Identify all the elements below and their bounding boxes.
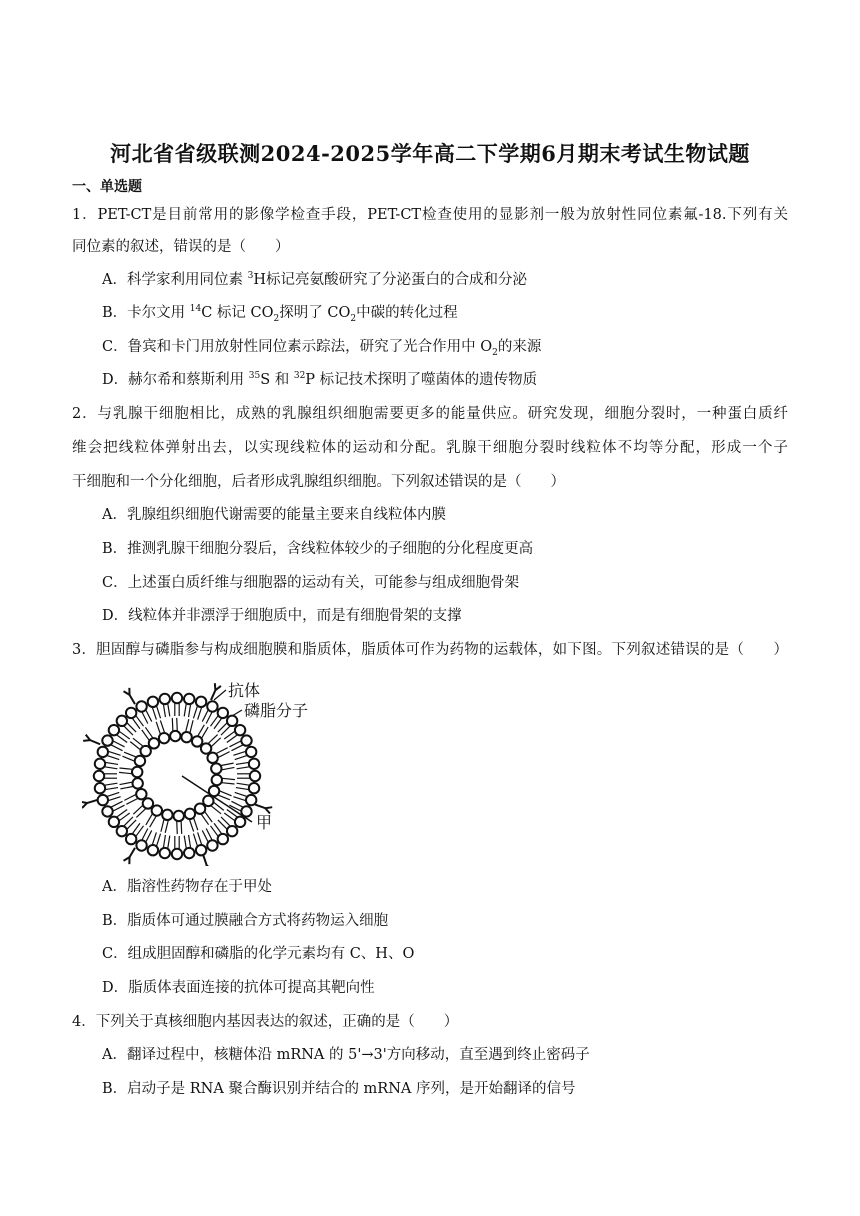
inner-lipid-head xyxy=(203,796,213,806)
page-title: 河北省省级联测2024-2025学年高二下学期6月期末考试生物试题 xyxy=(110,141,750,166)
outer-lipid-head xyxy=(94,771,104,781)
q1-option-c-sub: 2 xyxy=(492,347,498,358)
inner-lipid-tail xyxy=(177,821,178,834)
outer-lipid-head xyxy=(136,701,146,711)
outer-lipid-tail xyxy=(163,835,165,848)
inner-lipid-tail xyxy=(120,787,133,789)
outer-lipid-tail xyxy=(108,751,120,755)
q1-option-b-text4: 中碳的转化过程 xyxy=(356,305,458,321)
inner-lipid-tail xyxy=(165,820,168,832)
outer-lipid-head xyxy=(172,693,182,703)
q1-option-b-sub2: 2 xyxy=(350,313,357,324)
outer-lipid-tail xyxy=(236,762,249,764)
section-heading: 一、单选题 xyxy=(72,179,142,195)
antibody-arm xyxy=(83,740,90,741)
inner-lipid-head xyxy=(207,753,217,763)
inner-lipid-head xyxy=(149,738,159,748)
outer-lipid-tail xyxy=(193,834,197,846)
outer-lipid-tail xyxy=(146,830,152,841)
inner-lipid-tail xyxy=(161,819,164,831)
outer-lipid-head xyxy=(196,697,206,707)
outer-lipid-tail xyxy=(142,828,148,839)
inner-lipid-tail xyxy=(190,720,193,732)
outer-lipid-head xyxy=(227,716,237,726)
liposome-figure xyxy=(82,676,342,866)
outer-lipid-head xyxy=(246,747,256,757)
outer-lipid-tail xyxy=(105,762,118,764)
outer-lipid-head xyxy=(148,697,158,707)
inner-lipid-tail xyxy=(177,718,178,731)
outer-lipid-tail xyxy=(142,712,148,723)
q1-option-b-text2: C 标记 CO xyxy=(201,305,274,321)
outer-lipid-head xyxy=(218,834,228,844)
q1-option-c xyxy=(102,337,541,357)
q4-stem-line1: 4．下列关于真核细胞内基因表达的叙述，正确的是（ ） xyxy=(72,1014,459,1030)
inner-lipid-tail xyxy=(221,763,234,765)
inner-lipid-head xyxy=(132,767,142,777)
outer-lipid-head xyxy=(117,826,127,836)
q1-option-a-text1: A．科学家利用同位素 xyxy=(102,272,248,288)
outer-lipid-head xyxy=(241,806,251,816)
outer-lipid-tail xyxy=(233,751,245,755)
inner-lipid-head xyxy=(140,746,150,756)
outer-lipid-head xyxy=(95,759,105,769)
outer-lipid-head xyxy=(95,783,105,793)
outer-lipid-tail xyxy=(163,704,165,717)
outer-lipid-tail xyxy=(107,756,119,760)
outer-lipid-head xyxy=(207,701,217,711)
antibody-stem xyxy=(203,855,206,865)
outer-lipid-tail xyxy=(105,783,118,785)
outer-lipid-head xyxy=(160,694,170,704)
inner-lipid-head xyxy=(201,743,211,753)
outer-lipid-tail xyxy=(235,792,247,796)
inner-lipid-head xyxy=(143,798,153,808)
outer-lipid-head xyxy=(148,845,158,855)
inner-lipid-head xyxy=(162,810,172,820)
outer-lipid-tail xyxy=(206,828,212,839)
inner-lipid-head xyxy=(185,809,195,819)
q3-option-d: D．脂质体表面连接的抗体可提高其靶向性 xyxy=(102,980,375,996)
inner-lipid-tail xyxy=(189,819,193,831)
outer-lipid-head xyxy=(109,725,119,735)
antibody-stem xyxy=(211,690,215,700)
q1-option-b-text3: 探明了 CO xyxy=(279,305,351,321)
outer-lipid-tail xyxy=(237,783,250,785)
inner-lipid-head xyxy=(212,775,222,785)
outer-lipid-tail xyxy=(231,801,242,807)
outer-lipid-head xyxy=(102,735,112,745)
q2-option-b: B．推测乳腺干细胞分裂后，含线粒体较少的子细胞的分化程度更高 xyxy=(102,541,534,557)
q2-option-c: C．上述蛋白质纤维与细胞器的运动有关，可能参与组成细胞骨架 xyxy=(102,575,520,591)
inner-lipid-tail xyxy=(222,783,235,784)
antibody-stem xyxy=(130,848,135,857)
antibody-arm xyxy=(82,803,87,808)
label-jia: 甲 xyxy=(256,813,273,832)
outer-lipid-head xyxy=(235,725,245,735)
inner-lipid-tail xyxy=(119,772,132,773)
outer-lipid-head xyxy=(235,817,245,827)
inner-lipid-head xyxy=(136,789,146,799)
antibody-stem xyxy=(87,800,97,803)
outer-lipid-tail xyxy=(193,706,197,718)
antibody-arm xyxy=(265,807,272,808)
inner-lipid-tail xyxy=(122,756,134,761)
q1-option-d xyxy=(102,370,537,390)
q2-option-d: D．线粒体并非漂浮于细胞质中，而是有细胞骨架的支撑 xyxy=(102,608,462,624)
inner-lipid-head xyxy=(181,732,191,742)
outer-lipid-tail xyxy=(231,745,242,751)
inner-lipid-head xyxy=(192,736,202,746)
phospholipid-leader-line xyxy=(232,710,242,716)
label-phospholipid: 磷脂分子 xyxy=(244,701,309,720)
inner-lipid-head xyxy=(132,778,142,788)
q3-option-c: C．组成胆固醇和磷脂的化学元素均有 C、H、O xyxy=(102,946,415,962)
antibody-stem xyxy=(130,695,135,704)
q1-option-a xyxy=(102,270,527,290)
q1-option-b-sup: 14 xyxy=(189,304,202,315)
q3-stem-line1: 3．胆固醇与磷脂参与构成细胞膜和脂质体，脂质体可作为药物的运载体，如下图。下列叙述错误的是（ ） xyxy=(72,642,788,658)
antibody-stem xyxy=(90,740,100,744)
outer-lipid-tail xyxy=(202,710,208,721)
inner-lipid-tail xyxy=(120,782,133,784)
q1-option-d-text1: D．赫尔希和蔡斯利用 xyxy=(102,372,249,388)
outer-lipid-head xyxy=(109,817,119,827)
outer-lipid-tail xyxy=(198,832,202,844)
label-antibody: 抗体 xyxy=(228,681,261,700)
outer-lipid-tail xyxy=(146,710,152,721)
outer-lipid-head xyxy=(218,708,228,718)
antibody-stem xyxy=(255,805,265,809)
outer-lipid-head xyxy=(102,806,112,816)
q1-option-a-sup: 3 xyxy=(247,271,254,282)
outer-lipid-head xyxy=(98,795,108,805)
q2-stem-line3: 干细胞和一个分化细胞，后者形成乳腺组织细胞。下列叙述错误的是（ ） xyxy=(72,474,565,490)
inner-lipid-head xyxy=(174,811,184,821)
outer-lipid-head xyxy=(249,783,259,793)
outer-lipid-head xyxy=(126,834,136,844)
q1-option-b xyxy=(102,303,458,323)
q1-option-d-sup1: 35 xyxy=(248,371,261,382)
q1-option-b-text1: B．卡尔文用 xyxy=(102,305,190,321)
q2-option-a: A．乳腺组织细胞代谢需要的能量主要来自线粒体内膜 xyxy=(102,507,446,523)
outer-lipid-tail xyxy=(152,707,156,719)
inner-lipid-tail xyxy=(160,720,164,732)
inner-lipid-head xyxy=(152,805,162,815)
outer-lipid-tail xyxy=(189,704,191,717)
inner-lipid-head xyxy=(170,731,180,741)
outer-lipid-tail xyxy=(111,801,122,807)
outer-lipid-tail xyxy=(105,788,118,790)
inner-lipid-tail xyxy=(220,791,232,796)
outer-lipid-tail xyxy=(229,741,240,747)
outer-lipid-head xyxy=(117,716,127,726)
outer-lipid-tail xyxy=(168,704,170,717)
q1-option-c-text1: C．鲁宾和卡门用放射性同位素示踪法，研究了光合作用中 O xyxy=(102,339,493,355)
q4-option-b: B．启动子是 RNA 聚合酶识别并结合的 mRNA 序列，是开始翻译的信号 xyxy=(102,1081,576,1097)
outer-lipid-tail xyxy=(105,767,118,769)
outer-lipid-tail xyxy=(152,832,156,844)
inner-lipid-tail xyxy=(124,752,136,757)
q2-stem-line2: 维会把线粒体弹射出去，以实现线粒体的运动和分配。乳腺干细胞分裂时线粒体不均等分配，形成一个子 xyxy=(72,440,788,456)
inner-lipid-tail xyxy=(156,722,160,734)
outer-lipid-tail xyxy=(235,756,247,760)
outer-lipid-tail xyxy=(184,704,186,717)
outer-lipid-tail xyxy=(184,836,186,849)
inner-lipid-tail xyxy=(120,768,133,769)
outer-lipid-tail xyxy=(111,745,122,751)
outer-lipid-head xyxy=(246,795,256,805)
inner-lipid-tail xyxy=(126,798,137,804)
outer-lipid-head xyxy=(184,848,194,858)
q1-option-b-sub1: 2 xyxy=(273,313,280,324)
outer-lipid-tail xyxy=(157,834,161,846)
q1-stem-line2: 同位素的叙述，错误的是（ ） xyxy=(72,239,290,255)
inner-lipid-head xyxy=(159,733,169,743)
outer-lipid-tail xyxy=(157,706,161,718)
inner-lipid-tail xyxy=(216,748,227,754)
outer-lipid-tail xyxy=(107,792,119,796)
q1-option-d-sup2: 32 xyxy=(293,371,306,382)
q1-option-d-text3: P 标记技术探明了噬菌体的遗传物质 xyxy=(305,372,538,388)
outer-lipid-tail xyxy=(113,741,124,747)
q3-option-a: A．脂溶性药物存在于甲处 xyxy=(102,879,272,895)
outer-lipid-tail xyxy=(113,805,124,811)
q2-stem-line1: 2．与乳腺干细胞相比，成熟的乳腺组织细胞需要更多的能量供应。研究发现，细胞分裂时，一种蛋白质纤 xyxy=(72,406,788,422)
outer-lipid-tail xyxy=(206,712,212,723)
q3-option-b: B．脂质体可通过膜融合方式将药物运入细胞 xyxy=(102,913,389,929)
inner-lipid-tail xyxy=(181,821,182,834)
antibody-arm xyxy=(215,683,216,690)
outer-lipid-tail xyxy=(236,788,249,790)
antibody-arm xyxy=(207,865,212,866)
q1-option-c-text2: 的来源 xyxy=(497,339,542,355)
outer-lipid-tail xyxy=(189,835,191,848)
outer-lipid-tail xyxy=(202,830,208,841)
inner-lipid-tail xyxy=(222,778,235,779)
outer-lipid-head xyxy=(172,849,182,859)
outer-lipid-tail xyxy=(233,797,245,801)
outer-lipid-head xyxy=(98,747,108,757)
q1-option-a-text2: H标记亮氨酸研究了分泌蛋白的合成和分泌 xyxy=(253,272,527,288)
inner-lipid-tail xyxy=(194,818,198,830)
inner-lipid-head xyxy=(211,763,221,773)
q1-option-d-text2: S 和 xyxy=(260,372,294,388)
outer-lipid-head xyxy=(160,848,170,858)
outer-lipid-tail xyxy=(168,836,170,849)
q1-stem-line1: 1．PET-CT是目前常用的影像学检查手段，PET-CT检查使用的显影剂一般为放射性同位素氟-18.下列有关 xyxy=(72,207,788,223)
outer-lipid-tail xyxy=(108,797,120,801)
outer-lipid-head xyxy=(126,708,136,718)
outer-lipid-head xyxy=(250,771,260,781)
inner-lipid-tail xyxy=(218,795,230,800)
outer-lipid-head xyxy=(227,826,237,836)
inner-lipid-head xyxy=(135,756,145,766)
outer-lipid-head xyxy=(249,759,259,769)
inner-lipid-tail xyxy=(218,752,229,758)
inner-lipid-tail xyxy=(186,719,189,731)
outer-lipid-head xyxy=(207,840,217,850)
outer-lipid-head xyxy=(241,735,251,745)
outer-lipid-tail xyxy=(237,767,250,769)
outer-lipid-head xyxy=(136,840,146,850)
outer-lipid-head xyxy=(196,845,206,855)
inner-lipid-tail xyxy=(172,718,173,731)
inner-lipid-head xyxy=(195,803,205,813)
outer-lipid-head xyxy=(184,694,194,704)
outer-lipid-tail xyxy=(198,707,202,719)
inner-lipid-tail xyxy=(124,795,135,801)
inner-lipid-tail xyxy=(222,767,235,769)
q4-option-a: A．翻译过程中，核糖体沿 mRNA 的 5'→3'方向移动，直至遇到终止密码子 xyxy=(102,1047,590,1063)
